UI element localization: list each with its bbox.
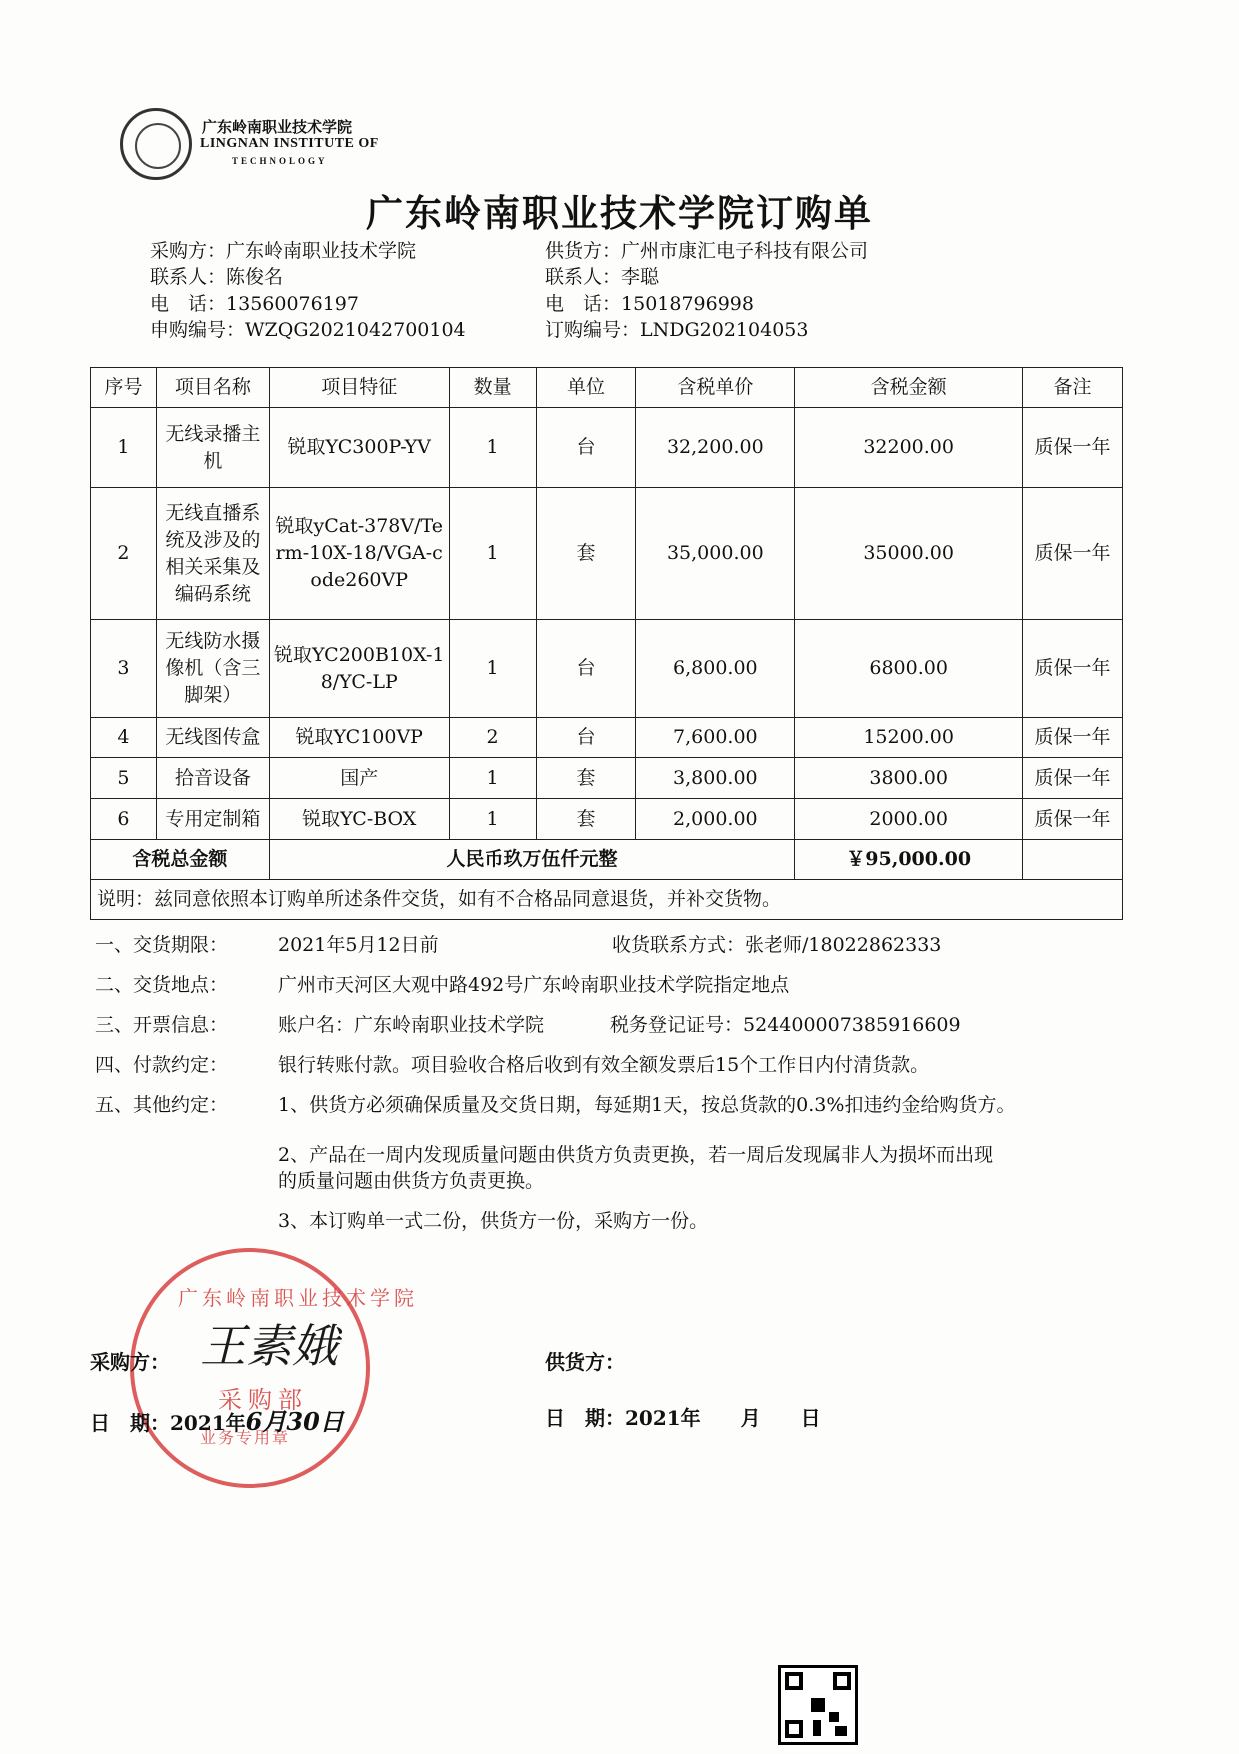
table-row [91, 758, 1123, 799]
cell-qty: 1 [449, 758, 536, 799]
table-row [91, 799, 1123, 840]
cell-remark: 质保一年 [1023, 488, 1123, 620]
term-delivery-place-label: 二、交货地点： [95, 974, 229, 996]
term-invoice-account: 账户名：广东岭南职业技术学院 [278, 1014, 545, 1036]
supplier-contact: 李聪 [621, 266, 660, 288]
cell-spec: 锐取YC100VP [269, 718, 449, 758]
cell-name: 无线直播系统及涉及的相关采集及编码系统 [156, 488, 269, 620]
cell-amount: 2000.00 [795, 799, 1023, 840]
cell-unit: 套 [536, 488, 636, 620]
cell-no: 1 [91, 408, 157, 488]
table-row [91, 488, 1123, 620]
buyer-phone: 13560076197 [226, 293, 359, 315]
supplier-phone: 15018796998 [621, 293, 754, 315]
tax-id-line: 税务登记证号：524400007385916609 [610, 1014, 961, 1036]
cell-no: 3 [91, 620, 157, 718]
cell-qty: 1 [449, 799, 536, 840]
cell-no: 4 [91, 718, 157, 758]
supplier-name: 广州市康汇电子科技有限公司 [621, 240, 869, 262]
cell-remark: 质保一年 [1023, 408, 1123, 488]
cell-price: 7,600.00 [636, 718, 795, 758]
buyer-date-line: 日 期：2021年6月30日 [90, 1407, 344, 1436]
stamp-mid-text: 采购部 [218, 1386, 308, 1414]
cell-name: 无线图传盒 [156, 718, 269, 758]
header-qty: 数量 [449, 368, 536, 408]
cell-amount: 32200.00 [795, 408, 1023, 488]
header-remark: 备注 [1023, 368, 1123, 408]
cell-amount: 15200.00 [795, 718, 1023, 758]
cell-name: 无线防水摄像机（含三脚架） [156, 620, 269, 718]
tax-id: 524400007385916609 [743, 1014, 961, 1036]
supplier-sign-label: 供货方： [545, 1350, 625, 1374]
cell-spec: 锐取YC300P-YV [269, 408, 449, 488]
cell-unit: 台 [536, 408, 636, 488]
cell-amount: 35000.00 [795, 488, 1023, 620]
cell-price: 35,000.00 [636, 488, 795, 620]
term-other-3: 3、本订购单一式二份，供货方一份，采购方一份。 [278, 1210, 709, 1232]
cell-name: 拾音设备 [156, 758, 269, 799]
cell-qty: 1 [449, 488, 536, 620]
institute-logo-seal [120, 108, 192, 180]
total-amount: ￥95,000.00 [795, 840, 1023, 880]
term-delivery-date: 2021年5月12日前 [278, 934, 439, 956]
logo-en-line2: TECHNOLOGY [232, 156, 328, 166]
header-unit: 单位 [536, 368, 636, 408]
supplier-date: 2021年 月 日 [625, 1406, 821, 1430]
cell-no: 6 [91, 799, 157, 840]
cell-spec: 锐取YC-BOX [269, 799, 449, 840]
receiver-contact: 张老师/18022862333 [745, 934, 942, 956]
total-words: 人民币玖万伍仟元整 [269, 840, 794, 880]
table-total-row [91, 840, 1123, 880]
header-price: 含税单价 [636, 368, 795, 408]
cell-unit: 台 [536, 620, 636, 718]
logo-cn-text: 广东岭南职业技术学院 [202, 118, 353, 136]
buyer-contact: 陈俊名 [226, 266, 284, 288]
cell-amount: 3800.00 [795, 758, 1023, 799]
term-other-2a: 2、产品在一周内发现质量问题由供货方负责更换，若一周后发现属非人为损坏而出现 [278, 1144, 994, 1166]
cell-qty: 1 [449, 620, 536, 718]
term-invoice-label: 三、开票信息： [95, 1014, 229, 1036]
cell-qty: 2 [449, 718, 536, 758]
term-other-1: 1、供货方必须确保质量及交货日期，每延期1天，按总货款的0.3%扣违约金给购货方。 [278, 1094, 1016, 1116]
cell-price: 32,200.00 [636, 408, 795, 488]
supplier-date-line: 日 期：2021年 月 日 [545, 1406, 821, 1430]
table-row [91, 620, 1123, 718]
supplier-phone-line: 电 话：15018796998 [545, 293, 754, 315]
buyer-name: 广东岭南职业技术学院 [226, 240, 417, 262]
stamp-bottom-text: 业务专用章 [200, 1428, 291, 1447]
table-note-row [91, 880, 1123, 920]
term-payment: 银行转账付款。项目验收合格后收到有效全额发票后15个工作日内付清货款。 [278, 1054, 930, 1076]
buyer-name-line: 采购方：广东岭南职业技术学院 [150, 240, 417, 262]
buyer-phone-line: 电 话：13560076197 [150, 293, 359, 315]
buyer-contact-line: 联系人：陈俊名 [150, 266, 284, 288]
header-name: 项目名称 [156, 368, 269, 408]
document-title: 广东岭南职业技术学院订购单 [366, 192, 873, 235]
cell-unit: 台 [536, 718, 636, 758]
buyer-date-handwritten: 6月30日 [245, 1407, 344, 1436]
order-table [90, 367, 1123, 920]
supplier-order-line: 订购编号：LNDG202104053 [545, 319, 809, 341]
cell-name: 专用定制箱 [156, 799, 269, 840]
stamp-top-text: 广东岭南职业技术学院 [178, 1286, 418, 1310]
header-no: 序号 [91, 368, 157, 408]
supplier-name-line: 供货方：广州市康汇电子科技有限公司 [545, 240, 869, 262]
cell-no: 5 [91, 758, 157, 799]
qr-code [778, 1665, 858, 1745]
cell-unit: 套 [536, 758, 636, 799]
cell-remark: 质保一年 [1023, 758, 1123, 799]
term-other-label: 五、其他约定： [95, 1094, 229, 1116]
term-payment-label: 四、付款约定： [95, 1054, 229, 1076]
buyer-req-line: 申购编号：WZQG2021042700104 [150, 319, 466, 341]
buyer-sign-label: 采购方： [90, 1350, 170, 1374]
cell-price: 6,800.00 [636, 620, 795, 718]
supplier-order-no: LNDG202104053 [640, 319, 809, 341]
table-note: 说明：兹同意依照本订购单所述条件交货，如有不合格品同意退货，并补交货物。 [91, 880, 1123, 920]
header-amount: 含税金额 [795, 368, 1023, 408]
cell-price: 2,000.00 [636, 799, 795, 840]
term-other-2b: 的质量问题由供货方负责更换。 [278, 1170, 545, 1192]
cell-amount: 6800.00 [795, 620, 1023, 718]
cell-remark: 质保一年 [1023, 620, 1123, 718]
cell-remark: 质保一年 [1023, 799, 1123, 840]
buyer-handwritten-signature: 王素娥 [200, 1319, 338, 1373]
receiver-contact-line: 收货联系方式：张老师/18022862333 [612, 934, 942, 956]
cell-unit: 套 [536, 799, 636, 840]
table-row [91, 408, 1123, 488]
total-remark-empty [1023, 840, 1123, 880]
cell-name: 无线录播主机 [156, 408, 269, 488]
buyer-req-no: WZQG2021042700104 [245, 319, 466, 341]
cell-no: 2 [91, 488, 157, 620]
total-label: 含税总金额 [91, 840, 270, 880]
logo-en-line1: LINGNAN INSTITUTE OF [200, 136, 379, 151]
cell-spec: 锐取yCat-378V/Term-10X-18/VGA-code260VP [269, 488, 449, 620]
cell-qty: 1 [449, 408, 536, 488]
buyer-date: 2021年 [170, 1411, 246, 1435]
header-spec: 项目特征 [269, 368, 449, 408]
table-header-row [91, 368, 1123, 408]
table-row [91, 718, 1123, 758]
cell-spec: 锐取YC200B10X-18/YC-LP [269, 620, 449, 718]
supplier-contact-line: 联系人：李聪 [545, 266, 660, 288]
cell-spec: 国产 [269, 758, 449, 799]
term-delivery-place: 广州市天河区大观中路492号广东岭南职业技术学院指定地点 [278, 974, 790, 996]
cell-remark: 质保一年 [1023, 718, 1123, 758]
term-delivery-date-label: 一、交货期限： [95, 934, 229, 956]
cell-price: 3,800.00 [636, 758, 795, 799]
